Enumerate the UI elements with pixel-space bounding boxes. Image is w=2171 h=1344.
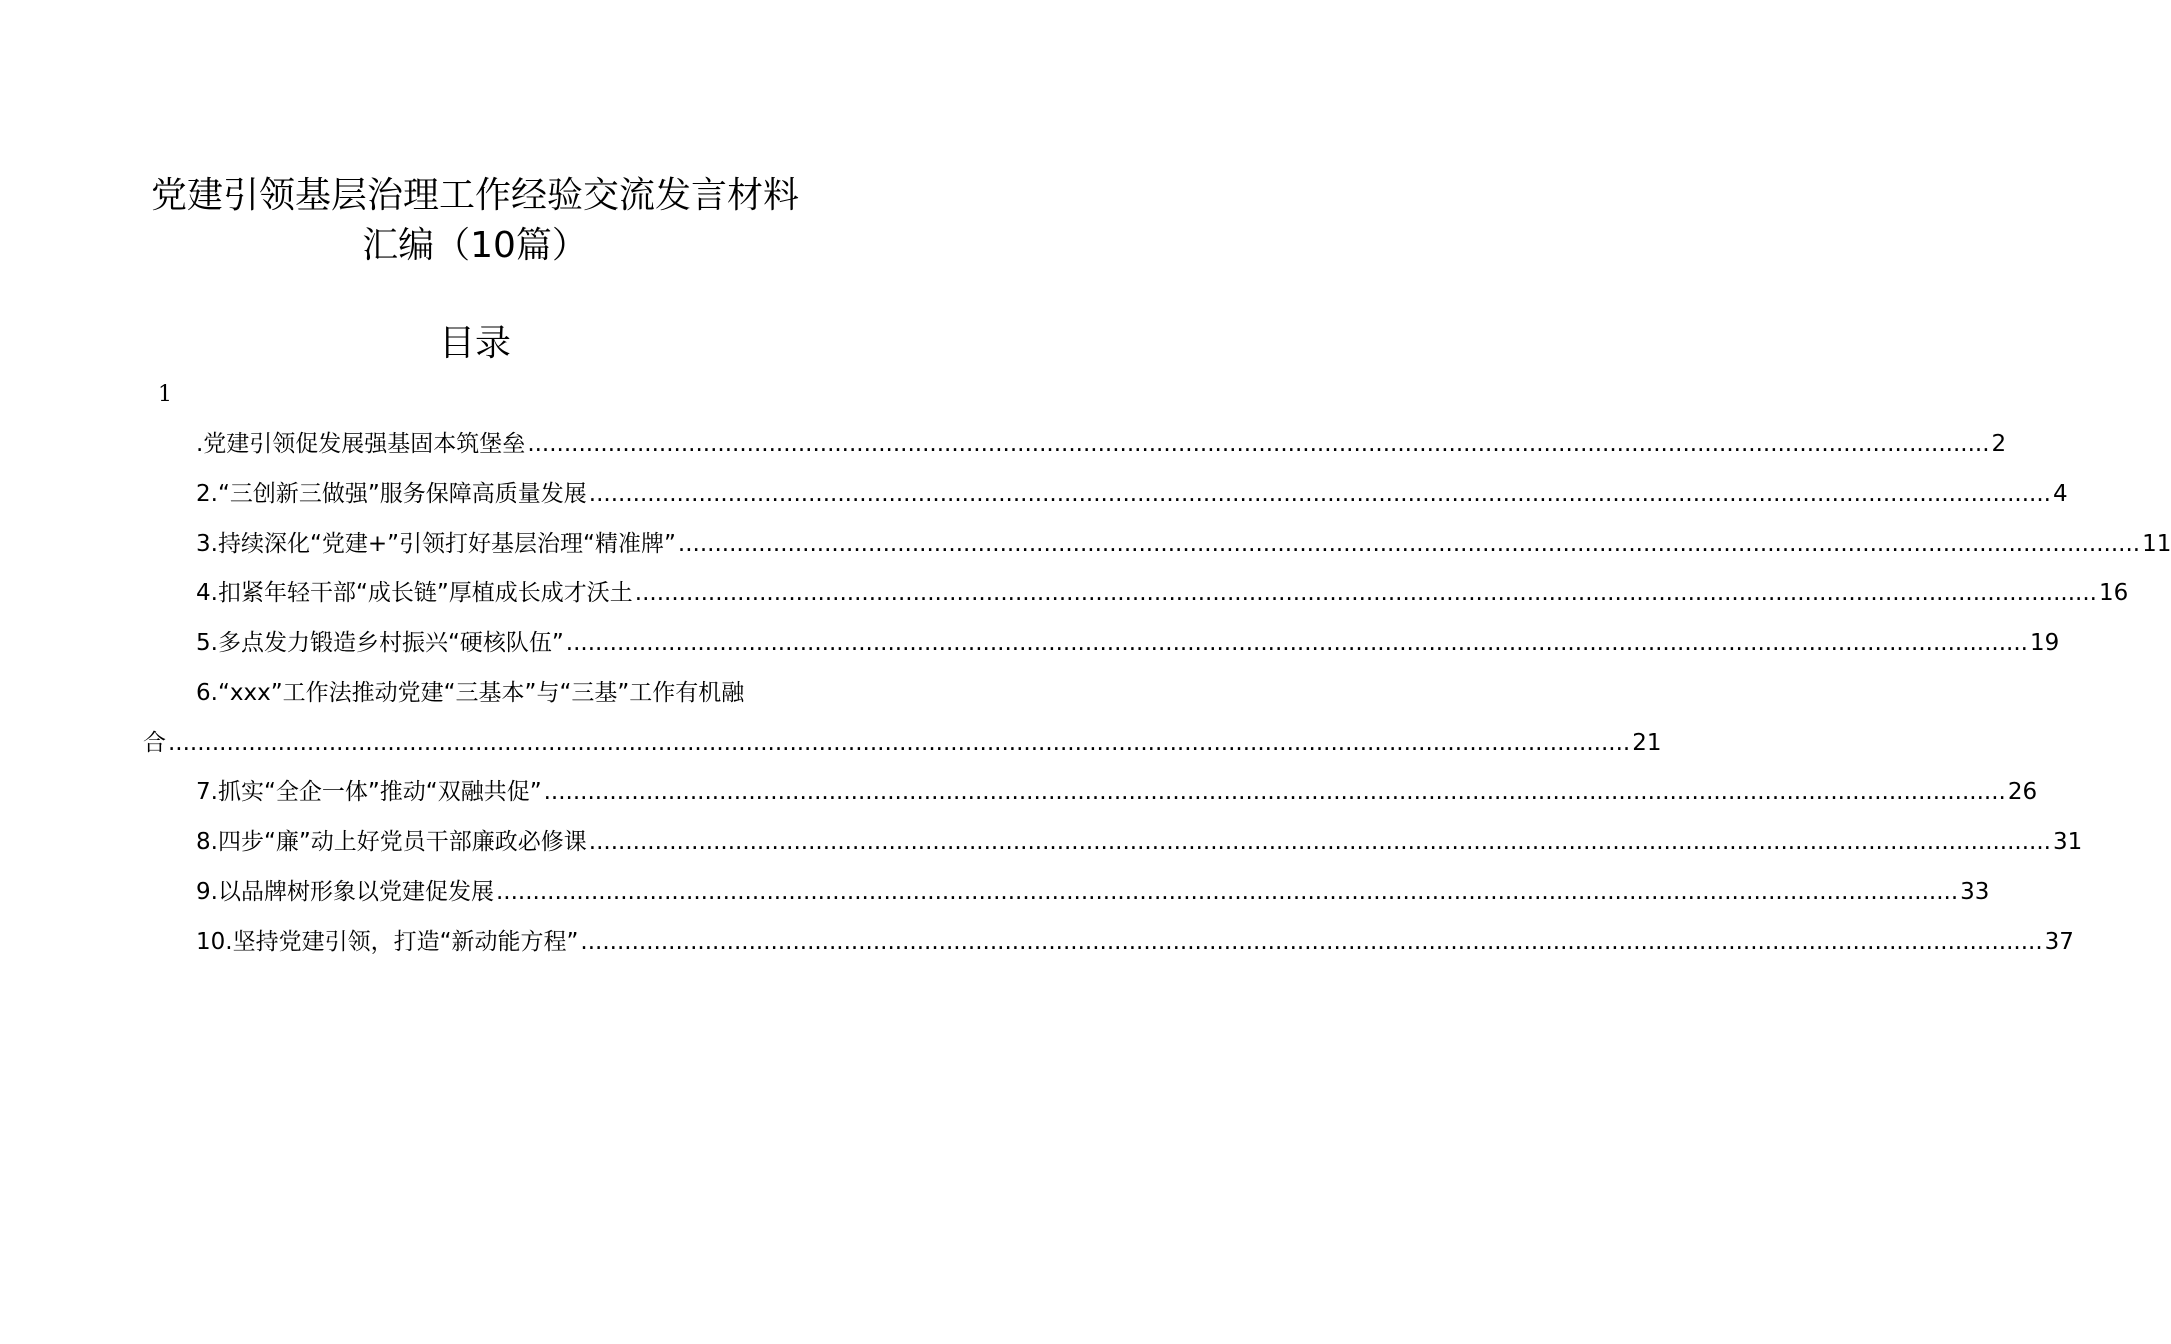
toc-entry-label-continued: 合 [143,730,166,756]
toc-entry-6-continued[interactable] [143,726,1662,760]
toc-page-number: 19 [2030,630,2060,656]
toc-leader-dots: ........................................................................................................................................................................................................ [588,481,2051,507]
toc-leader-dots: ........................................................................................................................................................................................................ [527,431,1990,457]
document-title-line-2: 汇编（10篇） [362,225,588,266]
toc-entry-8[interactable] [196,825,2083,859]
toc-entry-label: 2.“三创新三做强”服务保障高质量发展 [196,481,587,507]
toc-page-number: 11 [2142,531,2171,557]
toc-leader-dots: ........................................................................................................................................................................................................ [677,531,2141,557]
toc-leader-dots: ........................................................................................................................................................................................................ [565,630,2028,656]
toc-page-number: 4 [2053,481,2068,507]
toc-leader-dots: ........................................................................................................................................................................................................ [543,779,2006,805]
toc-page-number: 21 [1632,730,1662,756]
toc-entry-label: 7.抓实“全企一体”推动“双融共促” [196,779,542,805]
toc-entry-label: 3.持续深化“党建+”引领打好基层治理“精准牌” [196,531,676,557]
toc-entry-label: .党建引领促发展强基固本筑堡垒 [196,431,526,457]
toc-entry-label: 5.多点发力锻造乡村振兴“硬核队伍” [196,630,564,656]
toc-leader-dots: ........................................................................................................................................................................................................ [580,929,2043,955]
toc-leader-dots: ........................................................................................................................................................................................................ [588,829,2051,855]
toc-entry-1[interactable] [196,427,2007,461]
toc-leader-dots: ........................................................................................................................................................................................................ [634,580,2097,606]
toc-entry-label: 6.“xxx”工作法推动党建“三基本”与“三基”工作有机融 [196,680,745,706]
document-title-line-1: 党建引领基层治理工作经验交流发言材料 [150,175,799,216]
toc-page-number: 37 [2044,929,2074,955]
toc-entry-7[interactable] [196,775,2038,809]
toc-leader-dots: ........................................................................................................................................................................................................ [495,879,1959,905]
toc-entry-label: 10.坚持党建引领，打造“新动能方程” [196,929,579,955]
toc-page-number: 16 [2099,580,2129,606]
toc-leader-dots: ........................................................................................................................................................................................................ [168,730,1631,756]
toc-entry-label: 4.扣紧年轻干部“成长链”厚植成长成才沃土 [196,580,633,606]
toc-entry-9[interactable] [196,875,1990,909]
toc-entry-6[interactable] [196,676,806,710]
toc-page-number: 31 [2053,829,2083,855]
toc-page-number: 26 [2007,779,2038,805]
stray-number: 1 [158,382,172,407]
toc-entry-5[interactable] [196,626,2060,660]
toc-heading: 目录 [438,323,511,364]
toc-page-number: 2 [1991,431,2007,457]
toc-entry-2[interactable] [196,477,2068,511]
toc-entry-label: 9.以品牌树形象以党建促发展 [196,879,494,905]
toc-entry-4[interactable] [196,576,2129,610]
toc-page-number: 33 [1960,879,1990,905]
toc-entry-3[interactable] [196,527,2171,561]
toc-entry-label: 8.四步“廉”动上好党员干部廉政必修课 [196,829,587,855]
toc-entry-10[interactable] [196,925,2074,959]
